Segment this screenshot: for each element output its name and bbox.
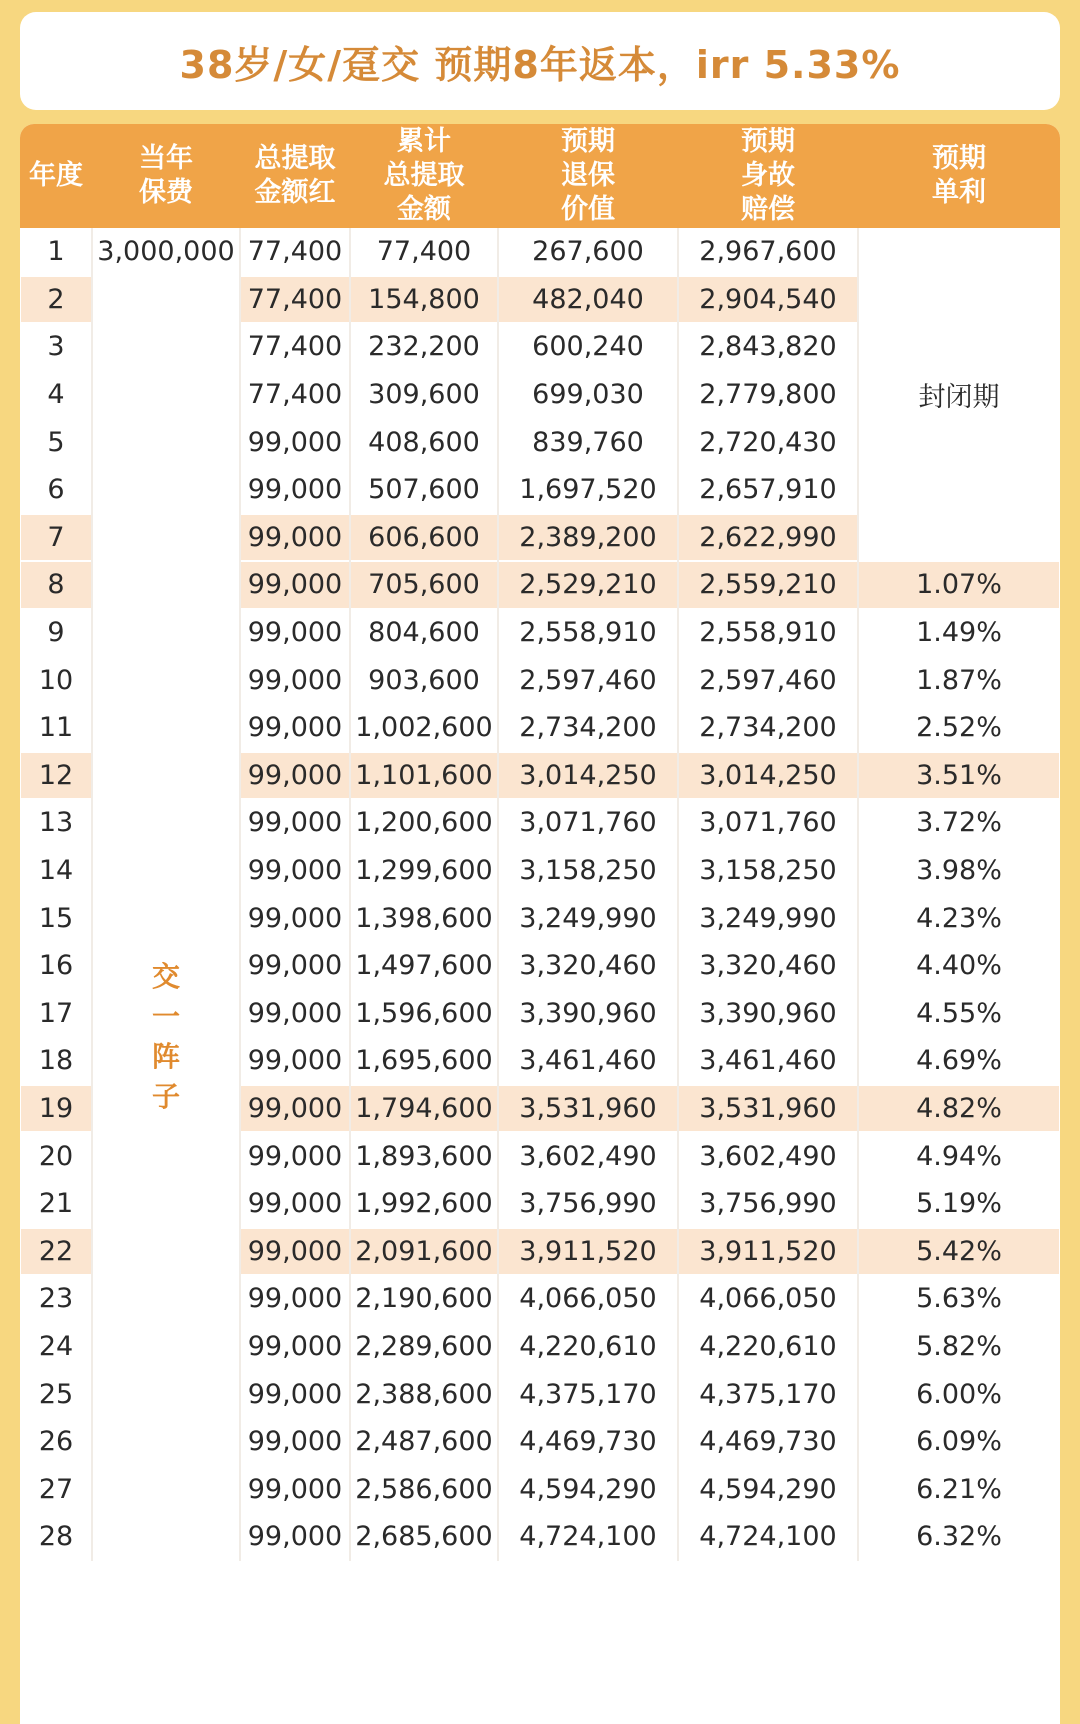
cell-rate: 6.09% — [916, 1426, 1002, 1458]
cell-cumulative: 705,600 — [351, 562, 497, 608]
cell-surrender: 699,030 — [532, 379, 644, 411]
cell-surrender: 1,697,520 — [519, 474, 657, 506]
cell-death: 2,904,540 — [679, 277, 857, 323]
cell-death: 3,071,760 — [699, 807, 837, 839]
cell-cumulative: 2,685,600 — [355, 1521, 493, 1553]
cell-year: 5 — [47, 426, 65, 458]
cell-withdraw: 99,000 — [247, 1331, 343, 1363]
cell-surrender: 2,597,460 — [519, 664, 657, 696]
cell-withdraw: 77,400 — [247, 236, 343, 268]
cell-withdraw: 99,000 — [241, 562, 349, 608]
cell-year: 27 — [38, 1473, 74, 1505]
cell-year: 22 — [21, 1229, 91, 1275]
premium-merged-cell — [93, 277, 239, 1562]
th-withdraw: 总提取 金额红 — [254, 143, 336, 208]
cell-year: 9 — [47, 617, 65, 649]
cell-withdraw: 99,000 — [247, 1426, 343, 1458]
cell-rate: 6.00% — [916, 1378, 1002, 1410]
cell-cumulative: 154,800 — [351, 277, 497, 323]
cell-cumulative: 2,586,600 — [355, 1473, 493, 1505]
cell-year: 24 — [38, 1331, 74, 1363]
cell-death: 3,531,960 — [679, 1086, 857, 1132]
cell-cumulative: 1,002,600 — [355, 712, 493, 744]
cell-cumulative: 606,600 — [351, 515, 497, 561]
cell-death: 4,469,730 — [699, 1426, 837, 1458]
cell-cumulative: 2,388,600 — [355, 1378, 493, 1410]
cell-rate: 5.42% — [859, 1229, 1059, 1275]
cell-cumulative: 1,695,600 — [355, 1045, 493, 1077]
cell-surrender: 3,461,460 — [519, 1045, 657, 1077]
cell-surrender: 4,066,050 — [519, 1283, 657, 1315]
cell-death: 2,967,600 — [699, 236, 837, 268]
column-divider — [497, 228, 499, 1561]
cell-year: 18 — [38, 1045, 74, 1077]
cell-cumulative: 77,400 — [376, 236, 472, 268]
cell-withdraw: 99,000 — [247, 1378, 343, 1410]
cell-rate: 4.40% — [916, 950, 1002, 982]
cell-withdraw: 99,000 — [247, 1140, 343, 1172]
cell-death: 2,559,210 — [679, 562, 857, 608]
cell-surrender: 4,469,730 — [519, 1426, 657, 1458]
cell-year: 12 — [21, 753, 91, 799]
cell-surrender: 3,014,250 — [499, 753, 677, 799]
cell-death: 3,158,250 — [699, 855, 837, 887]
cell-death: 3,320,460 — [699, 950, 837, 982]
cell-cumulative: 2,487,600 — [355, 1426, 493, 1458]
cell-withdraw: 77,400 — [241, 277, 349, 323]
cell-year: 19 — [21, 1086, 91, 1132]
cell-death: 4,220,610 — [699, 1331, 837, 1363]
cell-withdraw: 77,400 — [247, 331, 343, 363]
cell-premium: 3,000,000 — [97, 236, 235, 268]
cell-cumulative: 1,497,600 — [355, 950, 493, 982]
cell-surrender: 2,734,200 — [519, 712, 657, 744]
cell-death: 2,597,460 — [699, 664, 837, 696]
cell-withdraw: 99,000 — [247, 807, 343, 839]
cell-year: 11 — [38, 712, 74, 744]
cell-death: 2,734,200 — [699, 712, 837, 744]
cell-surrender: 2,558,910 — [519, 617, 657, 649]
cell-death: 3,461,460 — [699, 1045, 837, 1077]
cell-death: 4,066,050 — [699, 1283, 837, 1315]
table-header — [20, 124, 1060, 228]
cell-withdraw: 99,000 — [247, 474, 343, 506]
cell-cumulative: 408,600 — [368, 426, 480, 458]
cell-cumulative: 1,398,600 — [355, 902, 493, 934]
cell-withdraw: 99,000 — [241, 1229, 349, 1275]
cell-rate: 3.98% — [916, 855, 1002, 887]
cell-rate: 4.94% — [916, 1140, 1002, 1172]
cell-surrender: 4,220,610 — [519, 1331, 657, 1363]
cell-withdraw: 99,000 — [241, 515, 349, 561]
cell-withdraw: 99,000 — [247, 426, 343, 458]
cell-rate: 3.72% — [916, 807, 1002, 839]
cell-death: 2,558,910 — [699, 617, 837, 649]
cell-cumulative: 1,299,600 — [355, 855, 493, 887]
cell-cumulative: 2,190,600 — [355, 1283, 493, 1315]
cell-year: 14 — [38, 855, 74, 887]
cell-withdraw: 99,000 — [247, 1473, 343, 1505]
cell-surrender: 3,531,960 — [499, 1086, 677, 1132]
cell-surrender: 600,240 — [532, 331, 644, 363]
cell-death: 4,375,170 — [699, 1378, 837, 1410]
cell-death: 2,657,910 — [699, 474, 837, 506]
cell-year: 10 — [38, 664, 74, 696]
cell-surrender: 3,249,990 — [519, 902, 657, 934]
cell-cumulative: 232,200 — [368, 331, 480, 363]
cell-rate: 2.52% — [916, 712, 1002, 744]
cell-year: 1 — [47, 236, 65, 268]
cell-withdraw: 99,000 — [247, 950, 343, 982]
cell-death: 3,390,960 — [699, 997, 837, 1029]
cell-surrender: 482,040 — [499, 277, 677, 323]
cell-rate: 1.49% — [916, 617, 1002, 649]
column-divider — [857, 228, 859, 1561]
cell-cumulative: 903,600 — [368, 664, 480, 696]
cell-cumulative: 1,893,600 — [355, 1140, 493, 1172]
cell-withdraw: 99,000 — [241, 753, 349, 799]
cell-rate: 6.21% — [916, 1473, 1002, 1505]
cell-year: 8 — [21, 562, 91, 608]
cell-cumulative: 804,600 — [368, 617, 480, 649]
cell-rate: 4.23% — [916, 902, 1002, 934]
cell-withdraw: 99,000 — [241, 1086, 349, 1132]
th-surrender: 预期 退保 价值 — [561, 126, 615, 225]
cell-year: 4 — [47, 379, 65, 411]
title-banner — [20, 12, 1060, 110]
cell-cumulative: 1,992,600 — [355, 1188, 493, 1220]
cell-rate: 4.69% — [916, 1045, 1002, 1077]
cell-year: 15 — [38, 902, 74, 934]
cell-surrender: 2,529,210 — [499, 562, 677, 608]
th-cumulative: 累计 总提取 金额 — [383, 126, 465, 225]
th-death: 预期 身故 赔偿 — [741, 126, 795, 225]
cell-rate: 5.63% — [916, 1283, 1002, 1315]
cell-death: 3,911,520 — [679, 1229, 857, 1275]
closed-period-cell: 封闭期 — [859, 229, 1059, 560]
cell-surrender: 3,756,990 — [519, 1188, 657, 1220]
cell-year: 7 — [21, 515, 91, 561]
cell-cumulative: 309,600 — [368, 379, 480, 411]
premium-merged-label: 交一阵子 — [151, 959, 180, 1113]
cell-rate: 4.55% — [916, 997, 1002, 1029]
cell-death: 4,724,100 — [699, 1521, 837, 1553]
cell-surrender: 3,320,460 — [519, 950, 657, 982]
cell-death: 3,249,990 — [699, 902, 837, 934]
cell-withdraw: 77,400 — [247, 379, 343, 411]
cell-year: 13 — [38, 807, 74, 839]
cell-rate: 4.82% — [859, 1086, 1059, 1132]
cell-withdraw: 99,000 — [247, 1188, 343, 1220]
cell-year: 16 — [38, 950, 74, 982]
cell-cumulative: 1,200,600 — [355, 807, 493, 839]
cell-withdraw: 99,000 — [247, 997, 343, 1029]
cell-surrender: 3,071,760 — [519, 807, 657, 839]
cell-rate: 3.51% — [859, 753, 1059, 799]
cell-year: 28 — [38, 1521, 74, 1553]
cell-death: 2,779,800 — [699, 379, 837, 411]
illustration-table — [20, 124, 1060, 1724]
cell-cumulative: 1,794,600 — [351, 1086, 497, 1132]
th-year: 年度 — [29, 160, 83, 191]
cell-death: 3,014,250 — [679, 753, 857, 799]
cell-rate: 1.07% — [859, 562, 1059, 608]
column-divider — [349, 228, 351, 1561]
cell-surrender: 3,911,520 — [499, 1229, 677, 1275]
th-rate: 预期 单利 — [932, 143, 986, 208]
cell-rate: 5.82% — [916, 1331, 1002, 1363]
cell-cumulative: 507,600 — [368, 474, 480, 506]
cell-year: 17 — [38, 997, 74, 1029]
cell-withdraw: 99,000 — [247, 855, 343, 887]
cell-surrender: 4,724,100 — [519, 1521, 657, 1553]
cell-year: 2 — [21, 277, 91, 323]
cell-cumulative: 2,289,600 — [355, 1331, 493, 1363]
column-divider — [677, 228, 679, 1561]
cell-surrender: 3,602,490 — [519, 1140, 657, 1172]
cell-cumulative: 1,101,600 — [351, 753, 497, 799]
cell-death: 3,602,490 — [699, 1140, 837, 1172]
cell-withdraw: 99,000 — [247, 1521, 343, 1553]
cell-year: 23 — [38, 1283, 74, 1315]
column-divider — [239, 228, 241, 1561]
cell-surrender: 2,389,200 — [499, 515, 677, 561]
cell-surrender: 839,760 — [532, 426, 644, 458]
cell-withdraw: 99,000 — [247, 712, 343, 744]
cell-death: 4,594,290 — [699, 1473, 837, 1505]
th-premium: 当年 保费 — [139, 143, 193, 208]
cell-surrender: 4,594,290 — [519, 1473, 657, 1505]
cell-year: 21 — [38, 1188, 74, 1220]
cell-death: 2,720,430 — [699, 426, 837, 458]
cell-death: 3,756,990 — [699, 1188, 837, 1220]
cell-year: 26 — [38, 1426, 74, 1458]
cell-cumulative: 2,091,600 — [351, 1229, 497, 1275]
cell-cumulative: 1,596,600 — [355, 997, 493, 1029]
cell-year: 20 — [38, 1140, 74, 1172]
cell-withdraw: 99,000 — [247, 1283, 343, 1315]
cell-rate: 1.87% — [916, 664, 1002, 696]
cell-surrender: 267,600 — [532, 236, 644, 268]
cell-withdraw: 99,000 — [247, 664, 343, 696]
cell-death: 2,622,990 — [679, 515, 857, 561]
cell-rate: 5.19% — [916, 1188, 1002, 1220]
cell-withdraw: 99,000 — [247, 1045, 343, 1077]
cell-surrender: 3,390,960 — [519, 997, 657, 1029]
cell-surrender: 4,375,170 — [519, 1378, 657, 1410]
cell-withdraw: 99,000 — [247, 617, 343, 649]
cell-withdraw: 99,000 — [247, 902, 343, 934]
cell-surrender: 3,158,250 — [519, 855, 657, 887]
cell-year: 6 — [47, 474, 65, 506]
cell-year: 25 — [38, 1378, 74, 1410]
page-title: 38岁/女/趸交 预期8年返本，irr 5.33% — [179, 42, 901, 87]
cell-rate: 6.32% — [916, 1521, 1002, 1553]
cell-year: 3 — [47, 331, 65, 363]
cell-death: 2,843,820 — [699, 331, 837, 363]
column-divider — [91, 228, 93, 1561]
